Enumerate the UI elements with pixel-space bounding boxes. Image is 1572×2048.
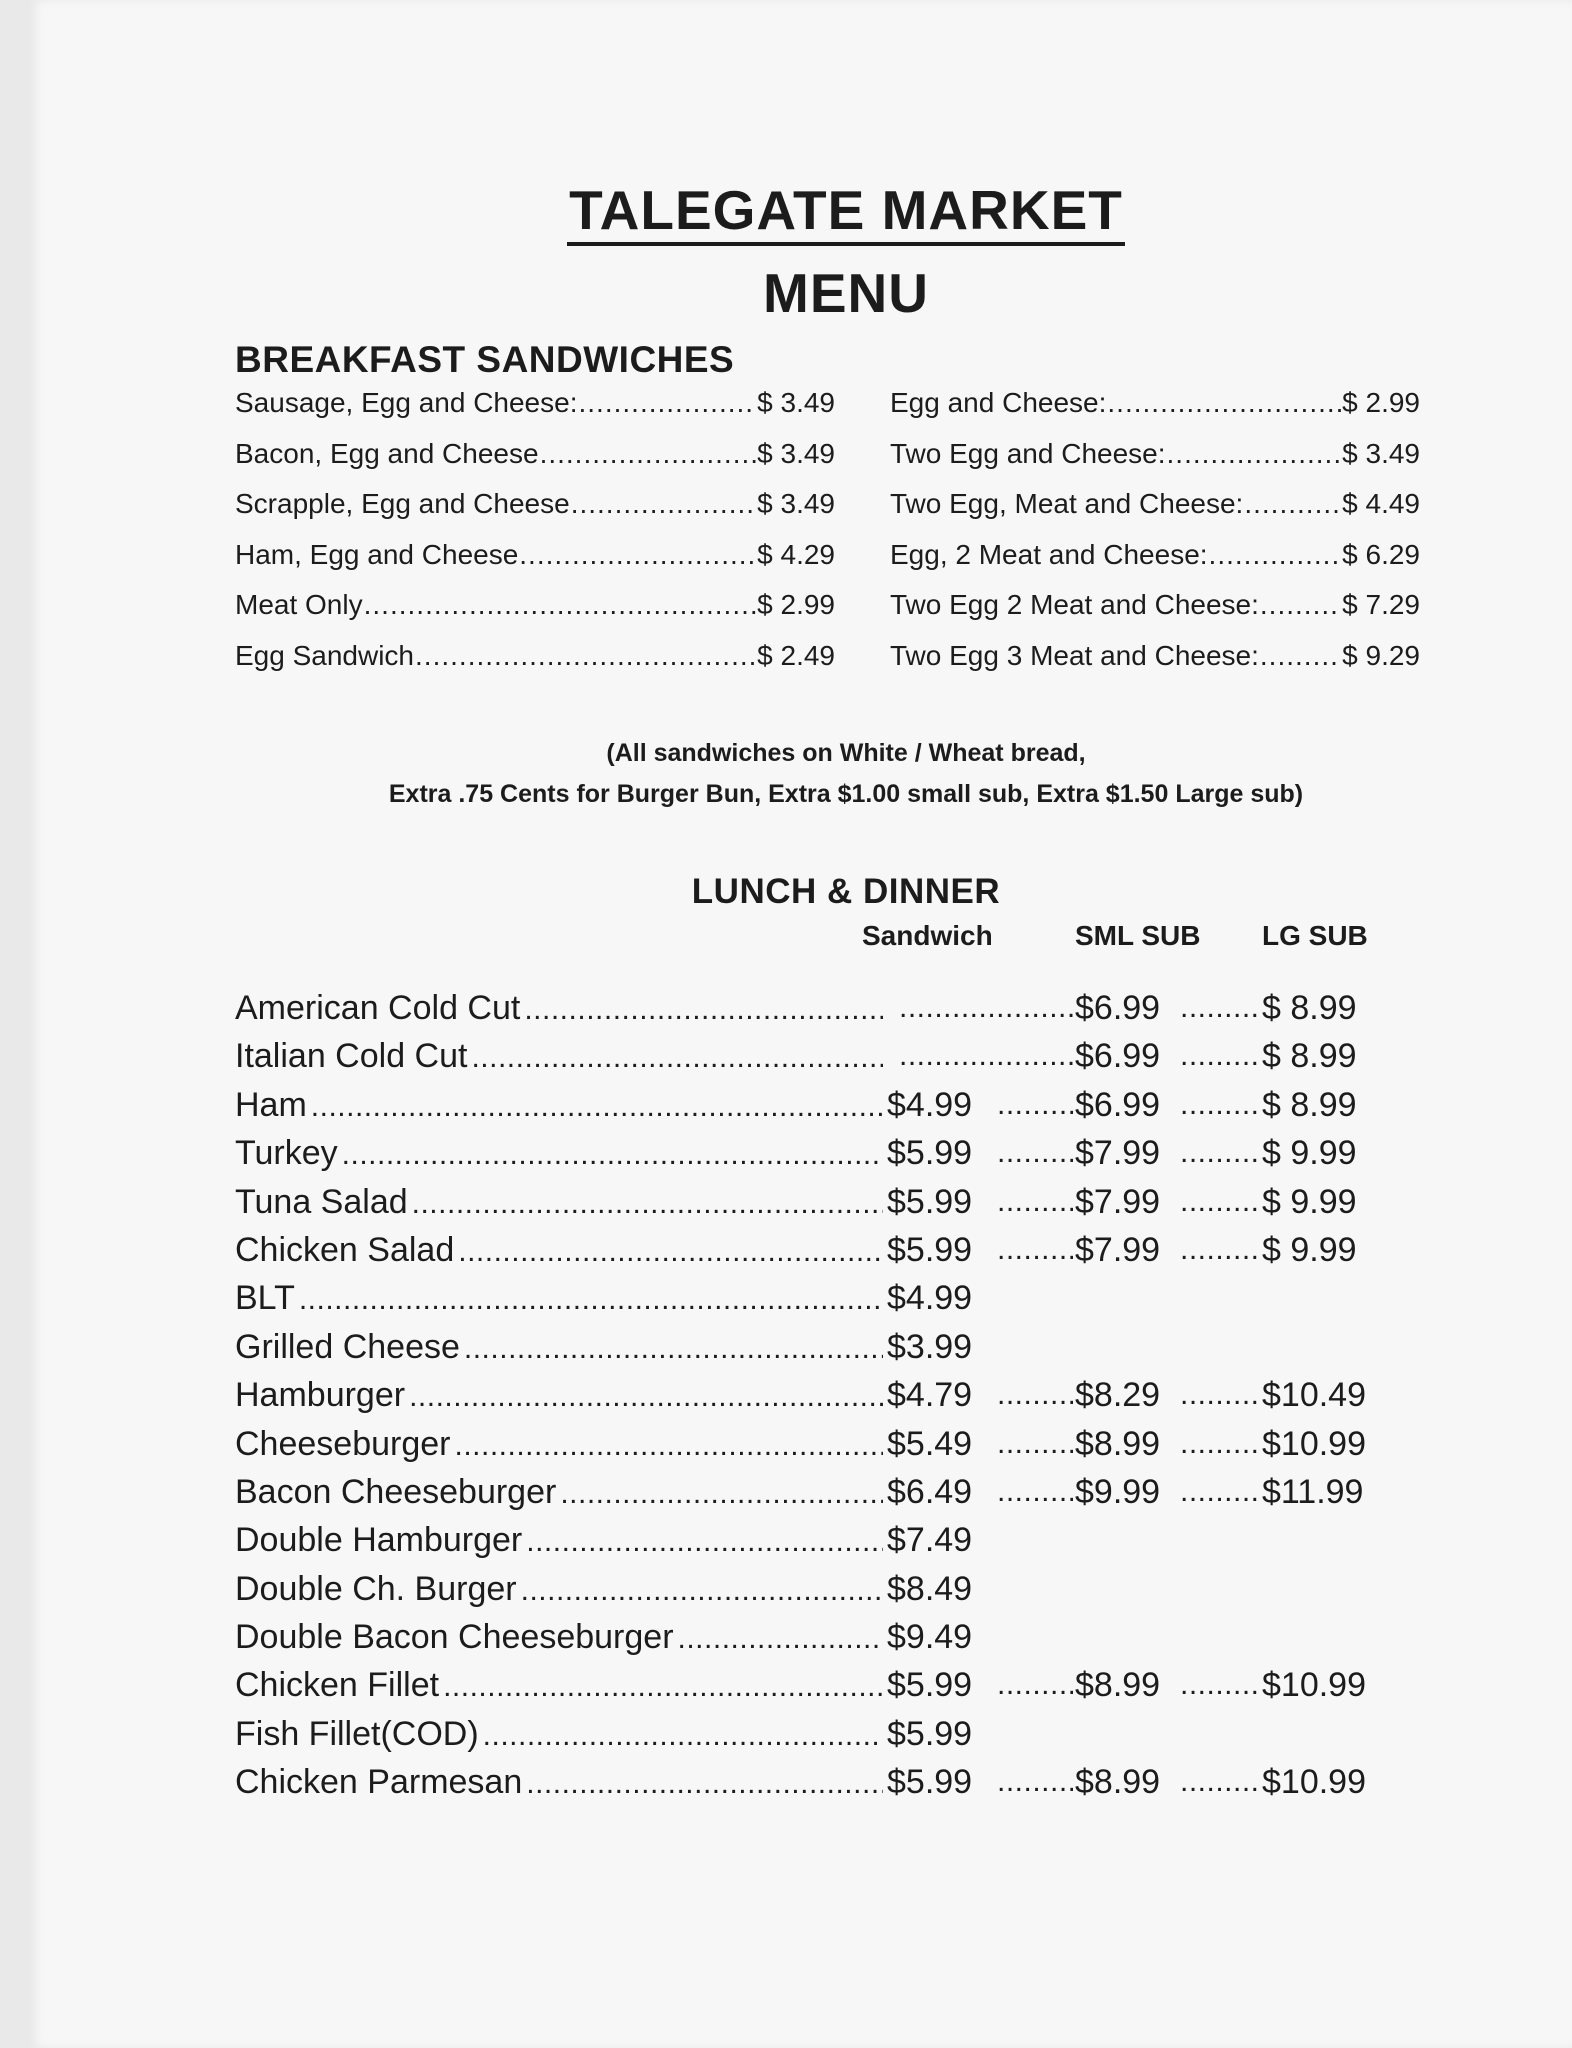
item-price: $ 4.49	[1342, 488, 1420, 519]
leader-dots	[443, 1661, 883, 1711]
leader-dots	[1209, 530, 1342, 580]
title-text: TALEGATE MARKET	[567, 180, 1125, 246]
item-name: American Cold Cut	[235, 989, 521, 1027]
item-price: $ 3.49	[757, 387, 835, 418]
item-name: Bacon, Egg and Cheese	[235, 437, 539, 469]
lunch-item	[235, 1032, 1385, 1080]
lunch-item	[235, 1226, 1385, 1274]
leader-dots	[1180, 1081, 1260, 1129]
leader-dots	[1180, 1226, 1260, 1274]
sandwich-price: $5.49	[887, 1424, 973, 1463]
item-name: Tuna Salad	[235, 1182, 408, 1221]
leader-dots	[997, 1661, 1073, 1709]
leader-dots	[899, 984, 1073, 1032]
lunch-list	[235, 984, 1385, 1807]
sml-sub-price: $6.99	[1075, 1037, 1161, 1076]
leader-dots	[342, 1129, 883, 1179]
breakfast-item	[235, 580, 835, 631]
lg-sub-price: $ 9.99	[1262, 1134, 1357, 1173]
leader-dots	[540, 429, 757, 479]
leader-dots	[471, 1032, 883, 1082]
sandwich-price: $4.99	[887, 1085, 973, 1124]
leader-dots	[1180, 1178, 1260, 1226]
breakfast-item	[890, 631, 1420, 682]
sandwich-price: $5.99	[887, 1134, 973, 1173]
lunch-item	[235, 1613, 1385, 1661]
lg-sub-price: $ 9.99	[1262, 1182, 1357, 1221]
leader-dots	[1180, 1661, 1260, 1709]
sandwich-price: $9.49	[887, 1618, 973, 1657]
item-name: Egg and Cheese:	[890, 387, 1107, 418]
column-header-sml-sub: SML SUB	[1075, 920, 1201, 951]
sml-sub-price: $7.99	[1075, 1134, 1161, 1173]
lg-sub-price: $11.99	[1262, 1472, 1364, 1511]
item-name: Scrapple, Egg and Cheese	[235, 488, 570, 519]
leader-dots	[1180, 1758, 1260, 1806]
leader-dots	[519, 530, 756, 580]
leader-dots	[454, 1420, 883, 1470]
sandwich-price: $8.49	[887, 1569, 973, 1608]
sandwich-price: $6.49	[887, 1472, 973, 1511]
sandwich-price: $3.99	[887, 1327, 973, 1366]
leader-dots	[1180, 1420, 1260, 1468]
lunch-item	[235, 1081, 1385, 1129]
lg-sub-price: $10.99	[1262, 1763, 1366, 1802]
item-price: $ 6.29	[1342, 538, 1420, 570]
item-name: Ham, Egg and Cheese	[235, 538, 519, 570]
item-name: Sausage, Egg and Cheese:	[235, 387, 578, 418]
item-name: Fish Fillet(COD)	[235, 1714, 479, 1753]
leader-dots	[997, 1081, 1073, 1129]
lunch-item	[235, 1371, 1385, 1419]
item-name: Two Egg and Cheese:	[890, 437, 1166, 469]
leader-dots	[1180, 1468, 1260, 1516]
item-price: $ 7.29	[1342, 589, 1420, 620]
leader-dots	[1180, 1129, 1260, 1177]
leader-dots	[521, 1565, 883, 1615]
item-name: Meat Only	[235, 589, 363, 620]
leader-dots	[526, 1758, 883, 1808]
lg-sub-price: $10.99	[1262, 1424, 1366, 1463]
column-header-lg-sub: LG SUB	[1262, 920, 1368, 951]
item-price: $ 9.29	[1342, 639, 1420, 671]
leader-dots	[997, 1420, 1073, 1468]
breakfast-heading: BREAKFAST SANDWICHES	[235, 339, 735, 380]
leader-dots	[899, 1032, 1073, 1080]
lg-sub-price: $ 8.99	[1262, 1085, 1357, 1124]
sml-sub-price: $8.99	[1075, 1763, 1161, 1802]
item-name: Double Ch. Burger	[235, 1569, 517, 1608]
leader-dots	[1180, 1032, 1260, 1080]
leader-dots	[1107, 378, 1341, 428]
leader-dots	[364, 580, 757, 630]
page-title	[0, 180, 1572, 246]
lunch-item	[235, 1274, 1385, 1322]
breakfast-item	[235, 378, 835, 429]
sml-sub-price: $7.99	[1075, 1230, 1161, 1269]
breakfast-item	[235, 530, 835, 581]
sandwich-price: $5.99	[887, 1763, 973, 1802]
leader-dots	[464, 1323, 883, 1373]
item-price: $ 3.49	[1342, 437, 1420, 469]
sml-sub-price: $8.29	[1075, 1376, 1161, 1415]
leader-dots	[311, 1081, 883, 1131]
leader-dots	[997, 1226, 1073, 1274]
column-header-sandwich: Sandwich	[862, 920, 993, 951]
leader-dots	[412, 1178, 883, 1228]
item-price: $ 4.29	[757, 538, 835, 570]
breakfast-item	[890, 479, 1420, 530]
item-name: Hamburger	[235, 1376, 406, 1415]
lunch-item	[235, 1178, 1385, 1226]
sml-sub-price: $8.99	[1075, 1666, 1161, 1705]
breakfast-item	[890, 378, 1420, 429]
leader-dots	[997, 1758, 1073, 1806]
sml-sub-price: $6.99	[1075, 989, 1161, 1027]
sandwich-price: $5.99	[887, 1714, 973, 1753]
lg-sub-price: $ 9.99	[1262, 1230, 1357, 1269]
item-name: Egg, 2 Meat and Cheese:	[890, 538, 1208, 570]
sandwich-price: $5.99	[887, 1230, 973, 1269]
leader-dots	[524, 984, 883, 1034]
lg-sub-price: $ 8.99	[1262, 989, 1357, 1027]
leader-dots	[1180, 984, 1260, 1032]
leader-dots	[997, 1371, 1073, 1419]
breakfast-item	[235, 429, 835, 480]
sandwich-price: $5.99	[887, 1182, 973, 1221]
item-name: Bacon Cheeseburger	[235, 1472, 557, 1511]
leader-dots	[1180, 1371, 1260, 1419]
leader-dots	[560, 1468, 883, 1518]
item-name: Cheeseburger	[235, 1424, 451, 1463]
lg-sub-price: $10.49	[1262, 1376, 1366, 1415]
item-price: $ 2.49	[757, 639, 835, 671]
item-name: Double Bacon Cheeseburger	[235, 1618, 674, 1657]
item-price: $ 2.99	[1342, 387, 1420, 418]
leader-dots	[997, 1178, 1073, 1226]
item-name: Italian Cold Cut	[235, 1037, 468, 1076]
breakfast-list-right	[890, 378, 1420, 681]
lunch-item	[235, 1758, 1385, 1806]
item-name: Chicken Parmesan	[235, 1763, 523, 1802]
breakfast-item	[890, 580, 1420, 631]
item-name: Double Hamburger	[235, 1521, 523, 1560]
item-name: Two Egg 3 Meat and Cheese:	[890, 639, 1259, 671]
leader-dots	[299, 1274, 883, 1324]
leader-dots	[997, 1468, 1073, 1516]
page-subtitle: MENU	[763, 262, 929, 324]
sandwich-price: $7.49	[887, 1521, 973, 1560]
item-name: Two Egg, Meat and Cheese:	[890, 488, 1244, 519]
leader-dots	[1167, 429, 1342, 479]
leader-dots	[483, 1710, 883, 1760]
sml-sub-price: $9.99	[1075, 1472, 1161, 1511]
leader-dots	[458, 1226, 883, 1276]
item-name: Two Egg 2 Meat and Cheese:	[890, 589, 1259, 620]
lunch-item	[235, 1420, 1385, 1468]
leader-dots	[415, 631, 756, 681]
item-name: Turkey	[235, 1134, 338, 1173]
lunch-item	[235, 984, 1385, 1032]
bread-note-line1: (All sandwiches on White / Wheat bread,	[606, 739, 1086, 767]
leader-dots	[409, 1371, 883, 1421]
sandwich-price: $4.99	[887, 1279, 973, 1318]
sml-sub-price: $7.99	[1075, 1182, 1161, 1221]
item-name: Chicken Salad	[235, 1230, 455, 1269]
lunch-item	[235, 1710, 1385, 1758]
lunch-heading: LUNCH & DINNER	[691, 872, 1001, 911]
item-name: Chicken Fillet	[235, 1666, 440, 1705]
leader-dots	[1260, 580, 1341, 630]
leader-dots	[997, 1129, 1073, 1177]
breakfast-item	[235, 479, 835, 530]
leader-dots	[1244, 479, 1341, 529]
leader-dots	[1260, 631, 1341, 681]
lg-sub-price: $ 8.99	[1262, 1037, 1357, 1076]
leader-dots	[678, 1613, 883, 1663]
breakfast-item	[890, 530, 1420, 581]
item-name: Egg Sandwich	[235, 639, 415, 671]
lunch-item	[235, 1661, 1385, 1709]
lunch-item	[235, 1468, 1385, 1516]
item-price: $ 2.99	[757, 589, 835, 620]
sml-sub-price: $6.99	[1075, 1085, 1161, 1124]
lg-sub-price: $10.99	[1262, 1666, 1366, 1705]
item-name: Grilled Cheese	[235, 1327, 460, 1366]
item-price: $ 3.49	[757, 488, 835, 519]
lunch-item	[235, 1129, 1385, 1177]
bread-note-line2: Extra .75 Cents for Burger Bun, Extra $1.00 small sub, Extra $1.50 Large sub)	[388, 780, 1304, 808]
breakfast-item	[235, 631, 835, 682]
item-price: $ 3.49	[757, 437, 835, 469]
lunch-item	[235, 1516, 1385, 1564]
sandwich-price: $5.99	[887, 1666, 973, 1705]
lunch-item	[235, 1323, 1385, 1371]
sandwich-price: $4.79	[887, 1376, 973, 1415]
leader-dots	[571, 479, 756, 529]
lunch-item	[235, 1565, 1385, 1613]
item-name: BLT	[235, 1279, 295, 1318]
item-name: Ham	[235, 1085, 307, 1124]
sml-sub-price: $8.99	[1075, 1424, 1161, 1463]
breakfast-list-left	[235, 378, 835, 681]
leader-dots	[526, 1516, 883, 1566]
breakfast-item	[890, 429, 1420, 480]
leader-dots	[578, 378, 756, 428]
